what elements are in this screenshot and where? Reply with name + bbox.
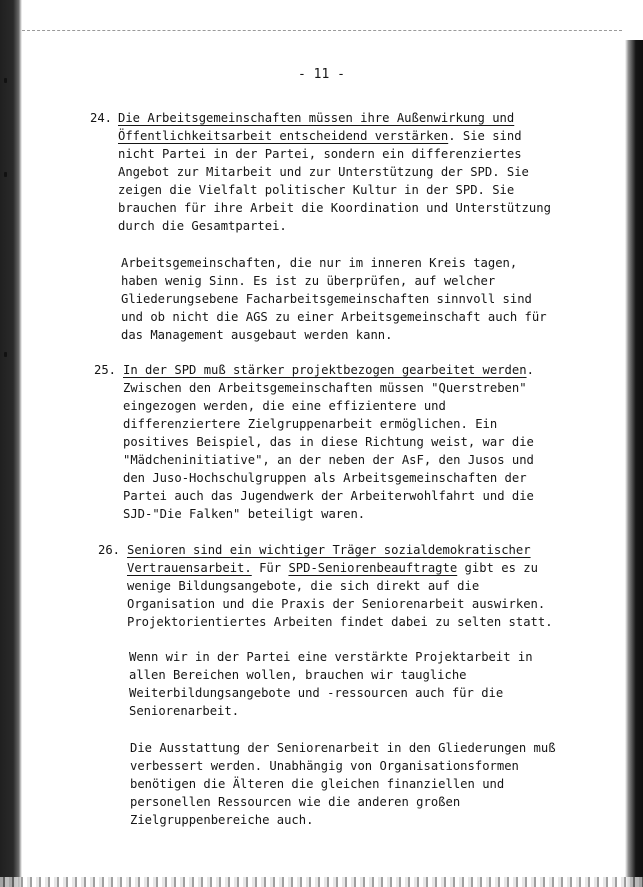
text-run: den Juso-Hochschulgruppen als Arbeitsgemeinschaften der [123,471,527,485]
item-number: 25. [94,363,117,377]
text-run: nicht Partei in der Partei, sondern ein differenziertes [118,147,522,161]
text-line [123,361,534,379]
page-number: - 11 - [298,67,345,82]
text-run: Angebot zur Mitarbeit und zur Unterstützung der SPD. Sie [118,165,529,179]
text-run: Weiterbildungsangebote und -ressourcen auch für die [129,686,504,700]
text-line [129,684,533,702]
text-run: SJD-"Die Falken" beteiligt waren. [123,507,366,521]
text-run: das Management ausgebaut werden kann. [121,328,393,342]
text-run: Gliederungsebene Facharbeitsgemeinschaften sinnvoll sind [121,292,532,306]
text-line [127,613,553,631]
text-line [127,541,553,559]
text-run: Arbeitsgemeinschaften, die nur im inneren Kreis tagen, [121,256,518,270]
scan-speck [4,352,7,357]
item-number: 26. [98,543,121,557]
text-line [127,595,553,613]
text-line [123,487,534,505]
text-run: Für [251,561,289,575]
item-25-paragraph-1 [123,361,534,523]
text-run: positives Beispiel, das in diese Richtung weist, war die [123,435,534,449]
underlined-text: SPD-Seniorenbeauftragte [288,561,458,575]
item-26-paragraph-2 [129,648,533,720]
text-run: allen Bereichen wollen, brauchen wir taugliche [129,668,467,682]
text-run: Zwischen den Arbeitsgemeinschaften müssen "Querstreben" [123,381,527,395]
text-run: brauchen für ihre Arbeit die Koordination und Unterstützung [118,201,551,215]
text-run: differenziertere Zielgruppenarbeit ermöglichen. Ein [123,417,498,431]
scan-edge-top [22,30,622,31]
text-line [127,559,553,577]
text-line [123,505,534,523]
scan-speck [4,172,7,177]
text-line [118,145,551,163]
text-run: wenige Bildungsangebote, die sich direkt auf die [127,579,480,593]
text-line [121,254,547,272]
text-run: verbessert werden. Unabhängig von Organisationsformen [130,759,519,773]
underlined-text: Vertrauensarbeit. [127,561,252,575]
text-run: . [526,363,534,377]
text-line [130,739,556,757]
text-line [123,451,534,469]
item-24-paragraph-2 [121,254,547,344]
item-number: 24. [90,111,113,125]
item-26-paragraph-1 [127,541,553,631]
underlined-text: Senioren sind ein wichtiger Träger sozialdemokratischer [127,543,531,557]
text-run: Die Ausstattung der Seniorenarbeit in den Gliederungen muß [130,741,556,755]
text-run: Projektorientiertes Arbeiten findet dabei zu selten statt. [127,615,553,629]
item-24-paragraph-1 [118,109,551,235]
text-line [130,793,556,811]
scan-edge-left [0,0,22,887]
text-line [130,757,556,775]
text-run: Zielgruppenbereiche auch. [130,813,314,827]
text-line [118,199,551,217]
text-run: "Mädcheninitiative", an der neben der AsF, den Jusos und [123,453,534,467]
text-run: . Sie sind [448,129,522,143]
text-line [130,775,556,793]
text-line [118,109,551,127]
text-run: eingezogen werden, die eine effizientere und [123,399,446,413]
item-26-paragraph-3 [130,739,556,829]
text-line [118,217,551,235]
text-run: gibt es zu [457,561,538,575]
underlined-text: In der SPD muß stärker projektbezogen gearbeitet werden [123,363,527,377]
text-line [123,379,534,397]
text-line [118,163,551,181]
text-run: personellen Ressourcen wie die anderen großen [130,795,461,809]
text-line [123,415,534,433]
text-run: benötigen die Älteren die gleichen finanziellen und [130,777,505,791]
text-line [121,290,547,308]
text-line [123,397,534,415]
text-line [127,577,553,595]
text-line [123,469,534,487]
underlined-text: Die Arbeitsgemeinschaften müssen ihre Außenwirkung und [118,111,515,125]
text-run: haben wenig Sinn. Es ist zu überprüfen, auf welcher [121,274,496,288]
text-line [129,702,533,720]
scan-edge-right [625,40,643,887]
text-run: Organisation und die Praxis der Seniorenarbeit auswirken. [127,597,546,611]
text-line [123,433,534,451]
text-run: zeigen die Vielfalt politischer Kultur in der SPD. Sie [118,183,515,197]
text-line [129,648,533,666]
text-line [121,272,547,290]
text-run: Seniorenarbeit. [129,704,240,718]
text-run: und ob nicht die AGS zu einer Arbeitsgemeinschaft auch für [121,310,547,324]
text-run: durch die Gesamtpartei. [118,219,287,233]
text-line [130,811,556,829]
scan-edge-bottom [0,877,643,887]
text-run: Wenn wir in der Partei eine verstärkte Projektarbeit in [129,650,533,664]
text-run: Partei auch das Jugendwerk der Arbeiterwohlfahrt und die [123,489,534,503]
text-line [129,666,533,684]
text-line [121,308,547,326]
text-line [118,181,551,199]
text-line [118,127,551,145]
text-line [121,326,547,344]
underlined-text: Öffentlichkeitsarbeit entscheidend verstärken [118,129,449,143]
